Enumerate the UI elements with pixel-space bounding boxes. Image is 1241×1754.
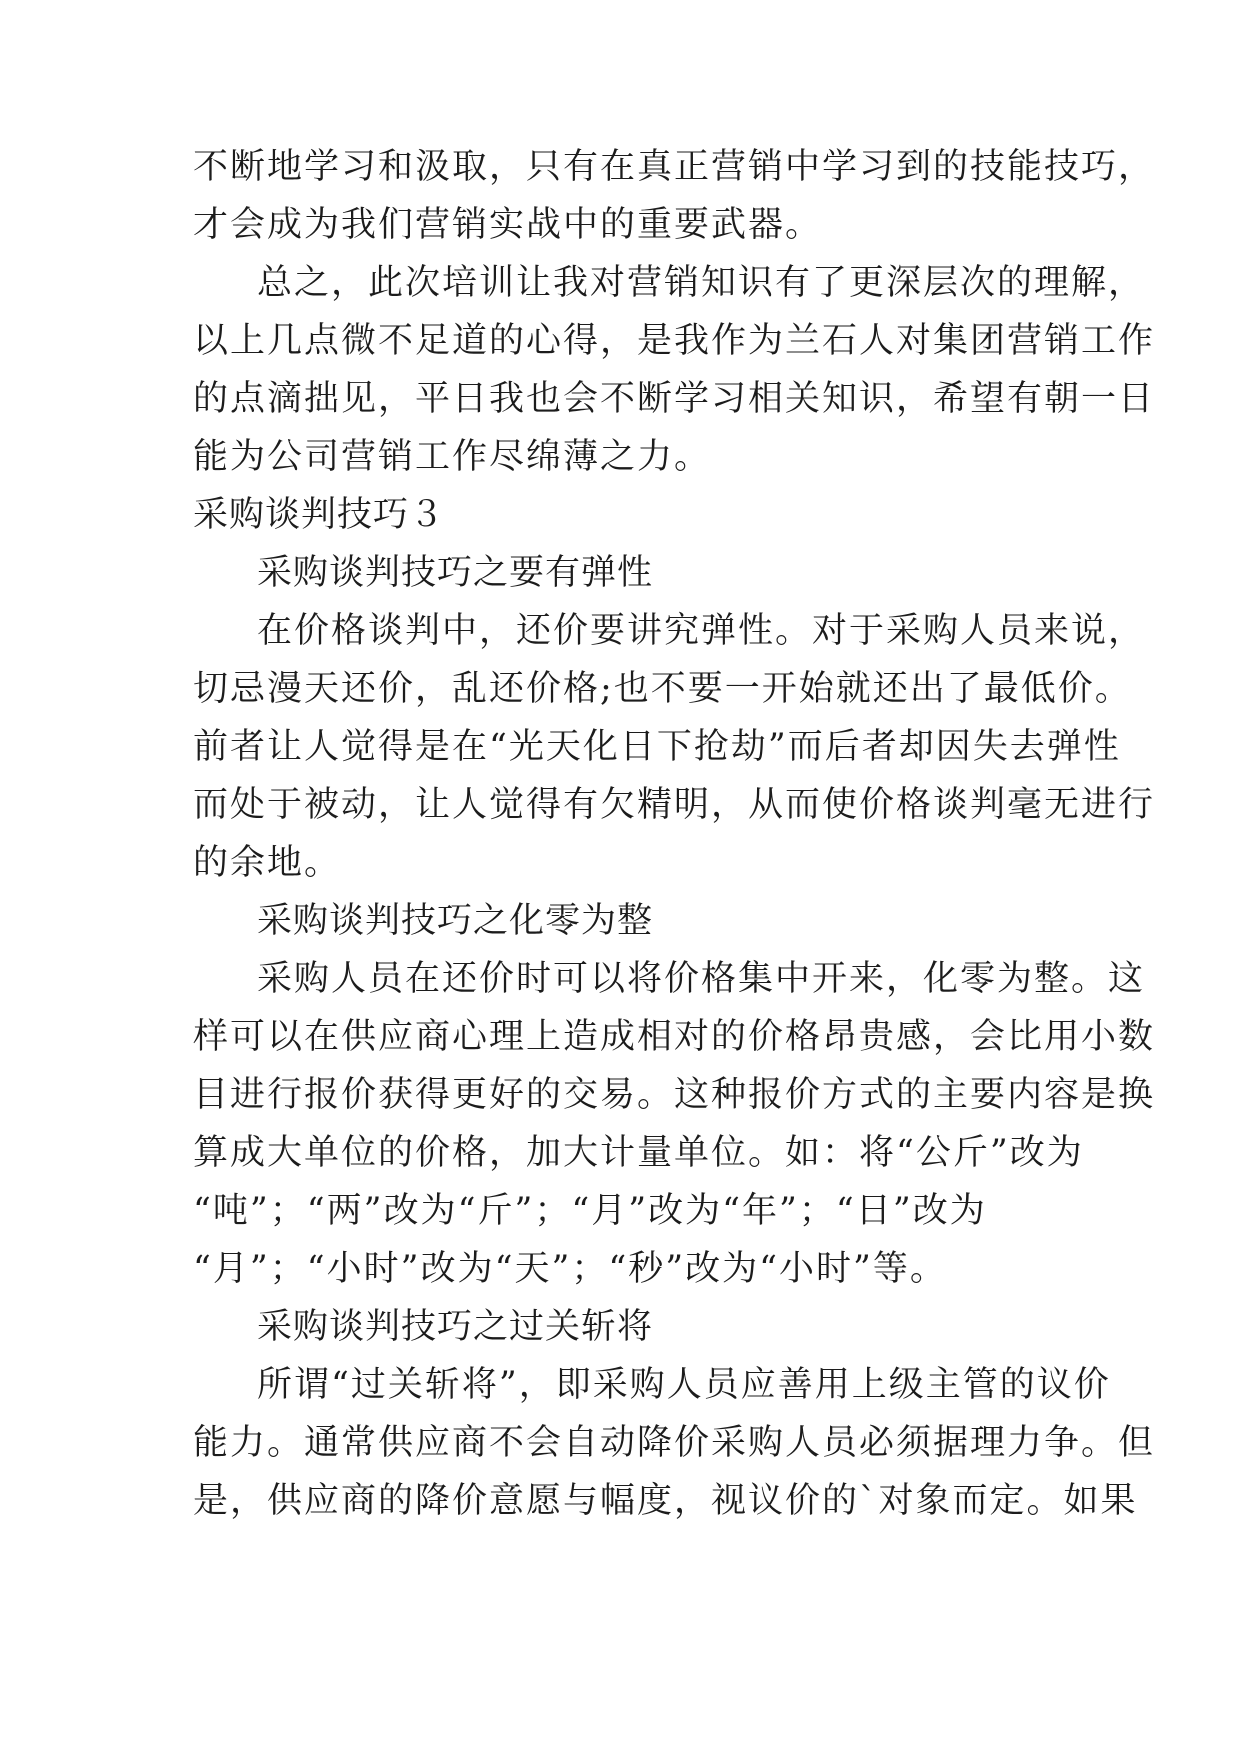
- text-line: 前者让人觉得是在“光天化日下抢劫”而后者却因失去弹性: [193, 727, 1121, 767]
- text-line: 能为公司营销工作尽绵薄之力。: [193, 437, 712, 477]
- text-line: 切忌漫天还价，乱还价格;也不要一开始就还出了最低价。: [193, 669, 1132, 709]
- text-line: 的余地。: [193, 843, 342, 883]
- text-line: 总之，此次培训让我对营销知识有了更深层次的理解，: [257, 263, 1146, 303]
- text-line: 目进行报价获得更好的交易。这种报价方式的主要内容是换: [193, 1075, 1156, 1115]
- text-line: 是，供应商的降价意愿与幅度，视议价的`对象而定。如果: [193, 1481, 1138, 1521]
- subsection-heading: 采购谈判技巧之化零为整: [257, 901, 654, 941]
- subsection-heading: 采购谈判技巧之过关斩将: [257, 1307, 654, 1347]
- text-line: 算成大单位的价格，加大计量单位。如：将“公斤”改为: [193, 1133, 1084, 1173]
- text-line: 在价格谈判中，还价要讲究弹性。对于采购人员来说，: [257, 611, 1146, 651]
- text-line: 采购人员在还价时可以将价格集中开来，化零为整。这: [257, 959, 1146, 999]
- text-line: 不断地学习和汲取，只有在真正营销中学习到的技能技巧，: [193, 147, 1156, 187]
- text-line: 样可以在供应商心理上造成相对的价格昂贵感，会比用小数: [193, 1017, 1156, 1057]
- text-line: 的点滴拙见，平日我也会不断学习相关知识，希望有朝一日: [193, 379, 1156, 419]
- text-line: 所谓“过关斩将”，即采购人员应善用上级主管的议价: [257, 1365, 1111, 1405]
- text-line: 而处于被动，让人觉得有欠精明，从而使价格谈判毫无进行: [193, 785, 1156, 825]
- section-heading: 采购谈判技巧３: [193, 495, 446, 535]
- text-line: “月”；“小时”改为“天”；“秒”改为“小时”等。: [193, 1249, 947, 1289]
- text-line: 才会成为我们营销实战中的重要武器。: [193, 205, 823, 245]
- text-line: 能力。通常供应商不会自动降价采购人员必须据理力争。但: [193, 1423, 1156, 1463]
- subsection-heading: 采购谈判技巧之要有弹性: [257, 553, 654, 593]
- text-line: 以上几点微不足道的心得，是我作为兰石人对集团营销工作: [193, 321, 1156, 361]
- text-line: “吨”；“两”改为“斤”；“月”改为“年”；“日”改为: [193, 1191, 987, 1231]
